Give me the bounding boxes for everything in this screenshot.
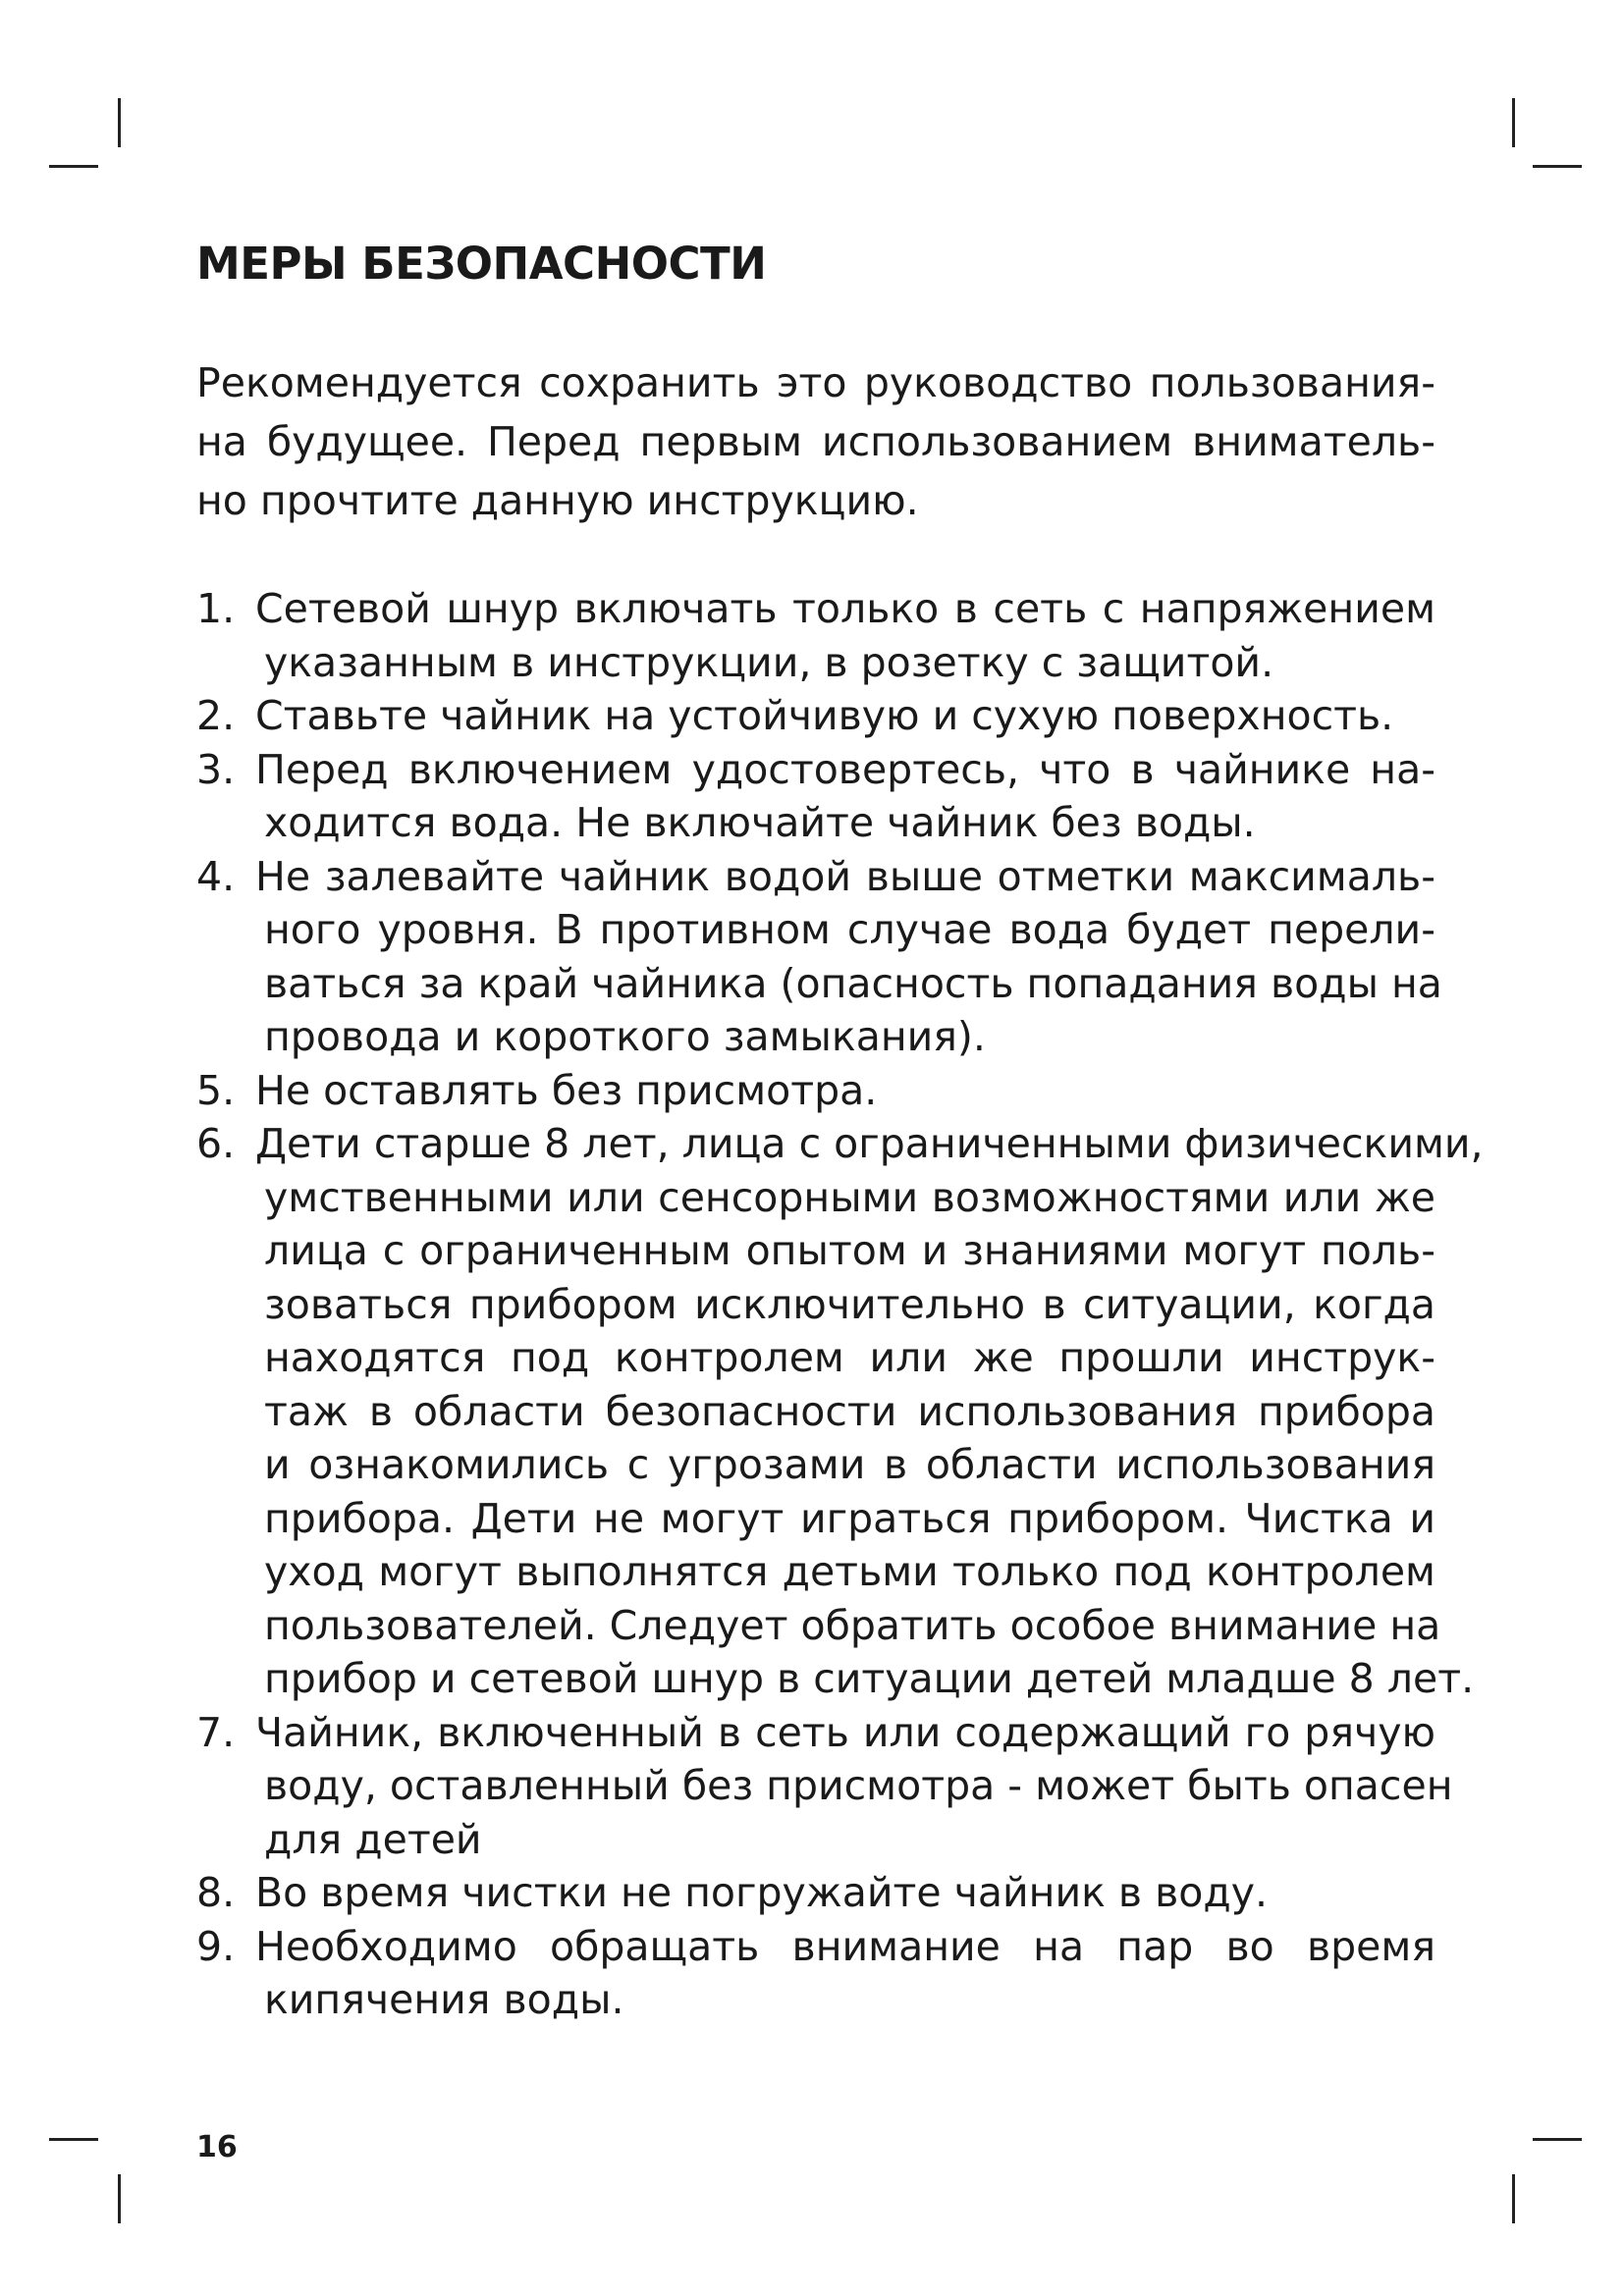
intro-line: но прочтите данную инструкцию.: [196, 477, 919, 524]
item-text-line: зоваться прибором исключительно в ситуации, когда: [264, 1280, 1435, 1328]
item-text-line: прибор и сетевой шнур в ситуации детей младше 8 лет.: [264, 1655, 1475, 1702]
safety-item-4: [196, 850, 1442, 1064]
item-number: 1.: [196, 585, 236, 632]
item-number: 3.: [196, 745, 236, 793]
item-text-line: для детей: [264, 1815, 482, 1863]
item-text-line: кипячения воды.: [264, 1976, 624, 2023]
safety-item-8: [196, 1866, 1435, 1920]
safety-item-7: [196, 1706, 1453, 1867]
crop-mark-top-right-vertical: [1512, 98, 1515, 147]
crop-mark-bottom-right-vertical: [1512, 2174, 1515, 2223]
item-text-line: Чайник, включенный в сеть или содержащий го рячую: [255, 1708, 1435, 1756]
safety-item-2: [196, 689, 1435, 743]
crop-mark-bottom-left-horizontal: [49, 2138, 98, 2141]
safety-item-5: [196, 1064, 1435, 1118]
safety-item-6: [196, 1117, 1484, 1706]
item-number: 5.: [196, 1066, 236, 1114]
item-text-line: находятся под контролем или же прошли инструк-: [264, 1334, 1435, 1381]
page-number: 16: [196, 2130, 238, 2164]
item-text-line: Дети старше 8 лет, лица с ограниченными физическими,: [255, 1120, 1484, 1167]
intro-paragraph: [196, 353, 1435, 530]
item-text-line: провода и короткого замыкания).: [264, 1013, 986, 1060]
item-text-line: прибора. Дети не могут играться прибором. Чистка и: [264, 1494, 1435, 1542]
item-number: 2.: [196, 692, 236, 739]
item-text-line: Необходимо обращать внимание на пар во время: [255, 1922, 1435, 1970]
intro-line: на будущее. Перед первым использованием вниматель-: [196, 418, 1435, 465]
item-text-line: Не залевайте чайник водой выше отметки максималь-: [255, 852, 1435, 900]
item-text-line: умственными или сенсорными возможностями или же: [264, 1173, 1435, 1221]
page-title: МЕРЫ БЕЗОПАСНОСТИ: [196, 238, 767, 290]
item-text-line: Во время чистки не погружайте чайник в воду.: [255, 1869, 1268, 1916]
item-number: 6.: [196, 1120, 236, 1167]
item-text-line: Перед включением удостовертесь, что в чайнике на-: [255, 745, 1435, 793]
item-text-line: пользователей. Следует обратить особое внимание на: [264, 1601, 1441, 1649]
safety-item-1: [196, 582, 1435, 689]
item-number: 7.: [196, 1708, 236, 1756]
item-number: 4.: [196, 852, 236, 900]
crop-mark-bottom-right-horizontal: [1533, 2138, 1582, 2141]
item-text-line: ходится вода. Не включайте чайник без воды.: [264, 799, 1256, 846]
safety-item-9: [196, 1920, 1435, 2027]
item-text-line: уход могут выполнятся детьми только под контролем: [264, 1548, 1435, 1595]
intro-line: Рекомендуется сохранить это руководство пользования-: [196, 359, 1435, 406]
item-text-line: таж в области безопасности использования прибора: [264, 1387, 1435, 1435]
item-text-line: Ставьте чайник на устойчивую и сухую поверхность.: [255, 692, 1394, 739]
item-text-line: Не оставлять без присмотра.: [255, 1066, 878, 1114]
item-number: 9.: [196, 1922, 236, 1970]
item-text-line: воду, оставленный без присмотра - может быть опасен: [264, 1762, 1453, 1809]
crop-mark-top-left-horizontal: [49, 165, 98, 168]
item-text-line: ваться за край чайника (опасность попадания воды на: [264, 959, 1442, 1007]
crop-mark-top-right-horizontal: [1533, 165, 1582, 168]
item-text-line: ного уровня. В противном случае вода будет перели-: [264, 906, 1435, 953]
item-text-line: Сетевой шнур включать только в сеть с напряжением: [255, 585, 1435, 632]
safety-item-3: [196, 743, 1435, 850]
item-number: 8.: [196, 1869, 236, 1916]
item-text-line: лица с ограниченным опытом и знаниями могут поль-: [264, 1227, 1435, 1274]
item-text-line: и ознакомились с угрозами в области использования: [264, 1441, 1435, 1488]
safety-list: [196, 582, 1484, 2027]
crop-mark-top-left-vertical: [118, 98, 121, 147]
crop-mark-bottom-left-vertical: [118, 2174, 121, 2223]
item-text-line: указанным в инструкции, в розетку с защитой.: [264, 638, 1274, 686]
